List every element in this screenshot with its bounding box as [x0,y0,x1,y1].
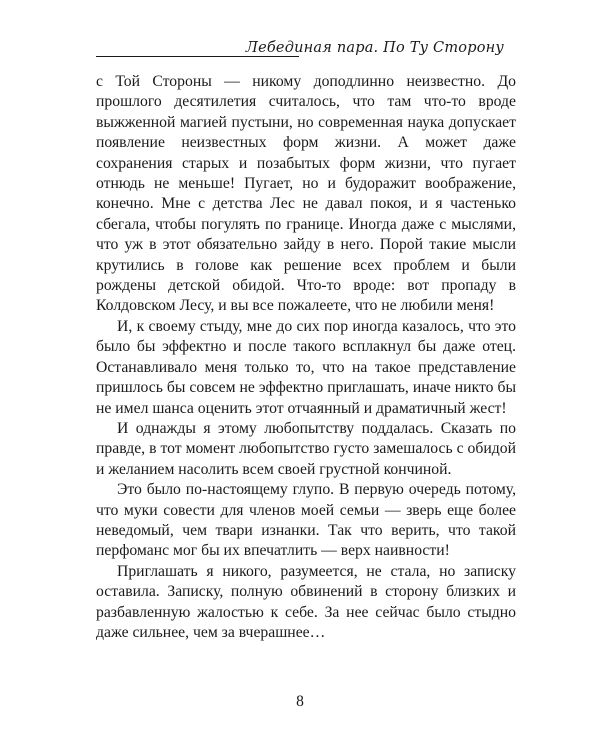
paragraph-2: И, к своему стыду, мне до сих пор иногда казалось, что это было бы эффектно и после такого всплакнул бы даже отец. Останавливало меня только то, что на такое представление пришлось бы совсем не эффектно приглашать, иначе никто бы не имел шанса оценить этот отчаянный и драматичный жест! [96,317,516,417]
paragraph-1: с Той Стороны — никому доподлинно неизвестно. До прошлого десятилетия считалось, что там что-то вроде выжженной магией пустыни, но современная наука допускает появление неизвестных форм жизни. А может даже сохранения старых и позабытых форм жизни, что пугает отнюдь не меньше! Пугает, но и будоражит воображение, конечно. Мне с детства Лес не давал покоя, и я частенько сбегала, чтобы погулять по границе. Иногда даже с мыслями, что уж в этот обязательно зайду в него. Порой такие мысли крутились в голове как решение всех проблем и были рождены детской обидой. Что-то вроде: вот пропаду в Колдовском Лесу, и вы все пожалеете, что не любили меня! [96,73,516,315]
paragraph-4: Это было по-настоящему глупо. В первую очередь потому, что муки совести для членов моей семьи — зверь еще более неведомый, чем твари изнанки. Так что верить, что такой перфоманс мог бы их впечатлить — верх наивности! [96,481,516,560]
header-rule [96,56,299,57]
running-head: Лебединая пара. По Ту Сторону [245,40,504,56]
page-header [96,40,504,66]
paragraph-3: И однажды я этому любопытству поддалась. Сказать по правде, в тот момент любопытство густо замешалось с обидой и желанием насолить всем своей грустной кончиной. [96,419,516,478]
page-number: 8 [296,693,304,710]
paragraph-5: Приглашать я никого, разумеется, не стала, но записку оставила. Записку, полную обвинений в сторону близких и разбавленную жалостью к себе. За нее сейчас было стыдно даже сильнее, чем за вчерашнее… [96,562,516,641]
body-text [96,72,516,643]
